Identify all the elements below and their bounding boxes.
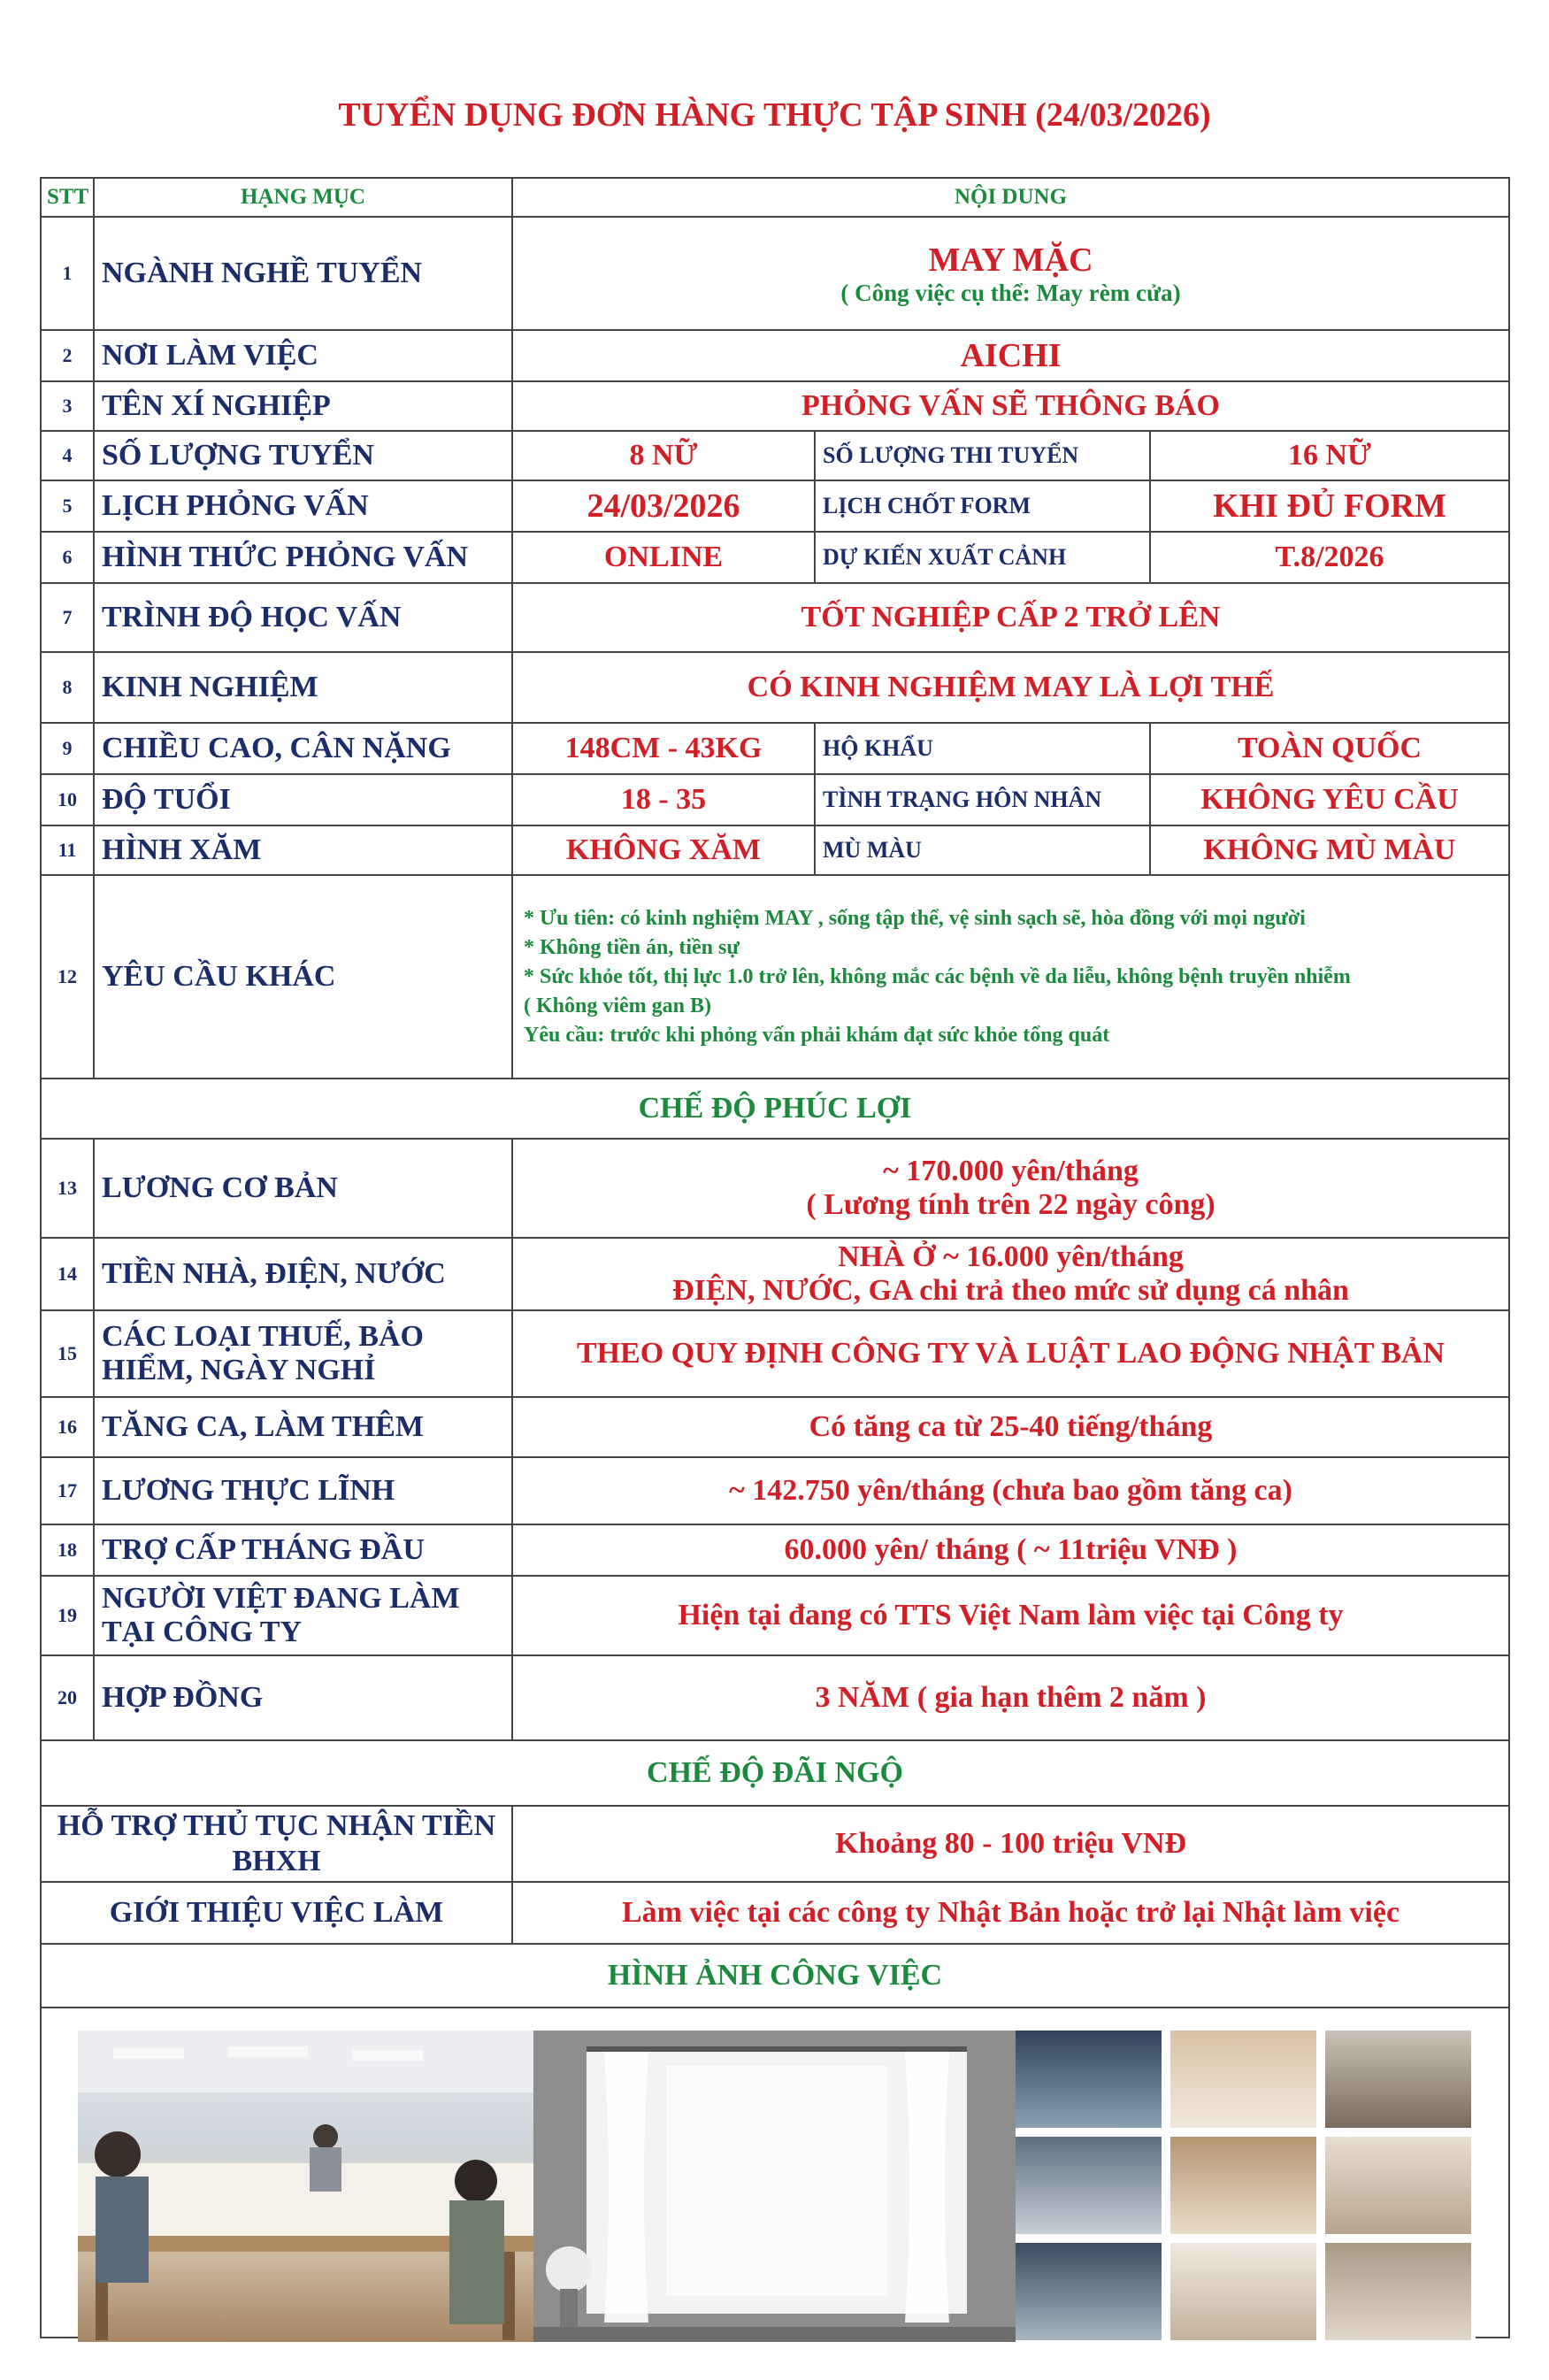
row-value: KHÔNG XĂM: [512, 825, 815, 875]
section-row: [41, 1079, 1509, 1139]
row-value: [512, 1139, 1509, 1238]
row-label-line: TẠI CÔNG TY: [102, 1616, 303, 1648]
row-label: KINH NGHIỆM: [94, 652, 512, 723]
row-value: [512, 217, 1509, 330]
row-value-2: TOÀN QUỐC: [1150, 723, 1509, 774]
collage-tile: [1325, 2243, 1471, 2340]
header-stt: STT: [41, 178, 94, 217]
row-value: ~ 142.750 yên/tháng (chưa bao gồm tăng ca): [512, 1457, 1509, 1524]
row-value-2: KHÔNG YÊU CẦU: [1150, 774, 1509, 825]
utilities-note: ĐIỆN, NƯỚC, GA chi trả theo mức sử dụng cá nhân: [672, 1274, 1349, 1307]
row-number: 4: [41, 431, 94, 480]
row-value: 8 NỮ: [512, 431, 815, 480]
table-row: [41, 1655, 1509, 1740]
row-label: TÊN XÍ NGHIỆP: [94, 381, 512, 431]
row-label: HÌNH XĂM: [94, 825, 512, 875]
row-value: 18 - 35: [512, 774, 815, 825]
support-value: Khoảng 80 - 100 triệu VNĐ: [512, 1806, 1509, 1882]
row-value: 60.000 yên/ tháng ( ~ 11triệu VNĐ ): [512, 1524, 1509, 1576]
table-row: [41, 875, 1509, 1079]
table-row: [41, 1524, 1509, 1576]
row-number: 10: [41, 774, 94, 825]
row-value: TỐT NGHIỆP CẤP 2 TRỞ LÊN: [512, 583, 1509, 652]
table-row: [41, 217, 1509, 330]
row-number: 17: [41, 1457, 94, 1524]
row-value: AICHI: [512, 330, 1509, 381]
section-row: [41, 1944, 1509, 2008]
row-number: 2: [41, 330, 94, 381]
row-label: [94, 1576, 512, 1655]
row-label: TRÌNH ĐỘ HỌC VẤN: [94, 583, 512, 652]
row-number: 11: [41, 825, 94, 875]
row-label: CHIỀU CAO, CÂN NẶNG: [94, 723, 512, 774]
row-value: CÓ KINH NGHIỆM MAY LÀ LỢI THẾ: [512, 652, 1509, 723]
table-row: [41, 532, 1509, 583]
table-row: [41, 480, 1509, 532]
recruitment-table: [40, 177, 1510, 2338]
job-field-note: ( Công việc cụ thể: May rèm cửa): [840, 279, 1181, 306]
header-category: HẠNG MỤC: [94, 178, 512, 217]
row-value: Có tăng ca từ 25-40 tiếng/tháng: [512, 1397, 1509, 1457]
section-title: HÌNH ẢNH CÔNG VIỆC: [41, 1944, 1509, 2008]
row-value-2: KHI ĐỦ FORM: [1150, 480, 1509, 532]
row-sublabel: SỐ LƯỢNG THI TUYỂN: [815, 431, 1150, 480]
row-label: TĂNG CA, LÀM THÊM: [94, 1397, 512, 1457]
row-value: PHỎNG VẤN SẼ THÔNG BÁO: [512, 381, 1509, 431]
row-value: 3 NĂM ( gia hạn thêm 2 năm ): [512, 1655, 1509, 1740]
support-label: [41, 1806, 512, 1882]
section-row: [41, 1740, 1509, 1806]
row-number: 19: [41, 1576, 94, 1655]
row-sublabel: LỊCH CHỐT FORM: [815, 480, 1150, 532]
row-number: 8: [41, 652, 94, 723]
row-value: [512, 1238, 1509, 1310]
other-requirements: [512, 875, 1509, 1079]
table-row: [41, 1457, 1509, 1524]
collage-tile: [1170, 2137, 1316, 2234]
row-label: TRỢ CẤP THÁNG ĐẦU: [94, 1524, 512, 1576]
row-label: LỊCH PHỎNG VẤN: [94, 480, 512, 532]
header-content: NỘI DUNG: [512, 178, 1509, 217]
row-number: 15: [41, 1310, 94, 1397]
row-label-line: HỖ TRỢ THỦ TỤC NHẬN TIỀN: [57, 1809, 496, 1842]
row-label: ĐỘ TUỔI: [94, 774, 512, 825]
row-number: 7: [41, 583, 94, 652]
table-row: [41, 1139, 1509, 1238]
row-number: 13: [41, 1139, 94, 1238]
table-row: [41, 774, 1509, 825]
row-label: [94, 1310, 512, 1397]
collage-tile: [1016, 2137, 1162, 2234]
table-row: [41, 583, 1509, 652]
referral-label: GIỚI THIỆU VIỆC LÀM: [41, 1882, 512, 1944]
row-number: 14: [41, 1238, 94, 1310]
table-row: [41, 723, 1509, 774]
collage-tile: [1170, 2243, 1316, 2340]
table-row: [41, 1310, 1509, 1397]
row-value: ONLINE: [512, 532, 815, 583]
row-sublabel: DỰ KIẾN XUẤT CẢNH: [815, 532, 1150, 583]
row-label: LƯƠNG CƠ BẢN: [94, 1139, 512, 1238]
row-number: 5: [41, 480, 94, 532]
curtain-illustration: [533, 2031, 1016, 2342]
row-sublabel: MÙ MÀU: [815, 825, 1150, 875]
row-label-line: BHXH: [232, 1845, 321, 1877]
row-label-line: NGƯỜI VIỆT ĐANG LÀM: [102, 1582, 460, 1615]
row-label: HÌNH THỨC PHỎNG VẤN: [94, 532, 512, 583]
table-row: [41, 1576, 1509, 1655]
salary-value: ~ 170.000 yên/tháng: [883, 1155, 1139, 1187]
row-number: 3: [41, 381, 94, 431]
row-label: NGÀNH NGHỀ TUYỂN: [94, 217, 512, 330]
row-label: YÊU CẦU KHÁC: [94, 875, 512, 1079]
table-row: [41, 1238, 1509, 1310]
collage-tile: [1016, 2031, 1162, 2128]
requirement-line: Yêu cầu: trước khi phỏng vấn phải khám đạt sức khỏe tổng quát: [524, 1023, 1110, 1047]
row-value-2: KHÔNG MÙ MÀU: [1150, 825, 1509, 875]
row-number: 18: [41, 1524, 94, 1576]
row-label: LƯƠNG THỰC LĨNH: [94, 1457, 512, 1524]
factory-scene-illustration: [78, 2031, 533, 2342]
table-row: [41, 1397, 1509, 1457]
table-row: [41, 1882, 1509, 1944]
salary-note: ( Lương tính trên 22 ngày công): [806, 1188, 1215, 1221]
page-title: TUYỂN DỤNG ĐƠN HÀNG THỰC TẬP SINH (24/03/2026): [338, 96, 1211, 134]
row-number: 1: [41, 217, 94, 330]
row-number: 16: [41, 1397, 94, 1457]
table-row: [41, 1806, 1509, 1882]
row-label: TIỀN NHÀ, ĐIỆN, NƯỚC: [94, 1238, 512, 1310]
row-number: 20: [41, 1655, 94, 1740]
row-number: 6: [41, 532, 94, 583]
row-value: THEO QUY ĐỊNH CÔNG TY VÀ LUẬT LAO ĐỘNG NHẬT BẢN: [512, 1310, 1509, 1397]
curtain-collage-photo: [1016, 2031, 1476, 2342]
section-title: CHẾ ĐỘ ĐÃI NGỘ: [41, 1740, 1509, 1806]
row-value: 148CM - 43KG: [512, 723, 815, 774]
row-value-2: 16 NỮ: [1150, 431, 1509, 480]
row-number: 12: [41, 875, 94, 1079]
section-title: CHẾ ĐỘ PHÚC LỢI: [41, 1079, 1509, 1139]
row-number: 9: [41, 723, 94, 774]
row-label: HỢP ĐỒNG: [94, 1655, 512, 1740]
collage-tile: [1016, 2243, 1162, 2340]
collage-tile: [1325, 2137, 1471, 2234]
requirement-line: * Không tiền án, tiền sự: [524, 935, 740, 959]
collage-tile: [1170, 2031, 1316, 2128]
row-label: NƠI LÀM VIỆC: [94, 330, 512, 381]
row-value: Hiện tại đang có TTS Việt Nam làm việc tại Công ty: [512, 1576, 1509, 1655]
table-row: [41, 431, 1509, 480]
table-row: [41, 825, 1509, 875]
requirement-line: * Ưu tiên: có kinh nghiệm MAY , sống tập thể, vệ sinh sạch sẽ, hòa đồng với mọi người: [524, 906, 1306, 930]
factory-sewing-photo: [78, 2031, 533, 2342]
work-photos: [78, 2031, 1476, 2342]
row-value: 24/03/2026: [512, 480, 815, 532]
row-sublabel: TÌNH TRẠNG HÔN NHÂN: [815, 774, 1150, 825]
collage-tile: [1325, 2031, 1471, 2128]
row-label-line: HIỂM, NGÀY NGHỈ: [102, 1354, 376, 1386]
table-row: [41, 652, 1509, 723]
table-row: [41, 381, 1509, 431]
requirement-line: ( Không viêm gan B): [524, 994, 712, 1017]
row-label-line: CÁC LOẠI THUẾ, BẢO: [102, 1320, 424, 1353]
row-value-2: T.8/2026: [1150, 532, 1509, 583]
referral-value: Làm việc tại các công ty Nhật Bản hoặc trở lại Nhật làm việc: [512, 1882, 1509, 1944]
requirement-line: * Sức khỏe tốt, thị lực 1.0 trở lên, không mắc các bệnh về da liễu, không bệnh truyền nhiễm: [524, 964, 1351, 988]
curtain-room-photo: [533, 2031, 1016, 2342]
table-row: [41, 330, 1509, 381]
housing-value: NHÀ Ở ~ 16.000 yên/tháng: [838, 1240, 1184, 1273]
row-sublabel: HỘ KHẨU: [815, 723, 1150, 774]
row-label: SỐ LƯỢNG TUYỂN: [94, 431, 512, 480]
table-header-row: [41, 178, 1509, 217]
job-field-value: MAY MẶC: [928, 241, 1093, 279]
